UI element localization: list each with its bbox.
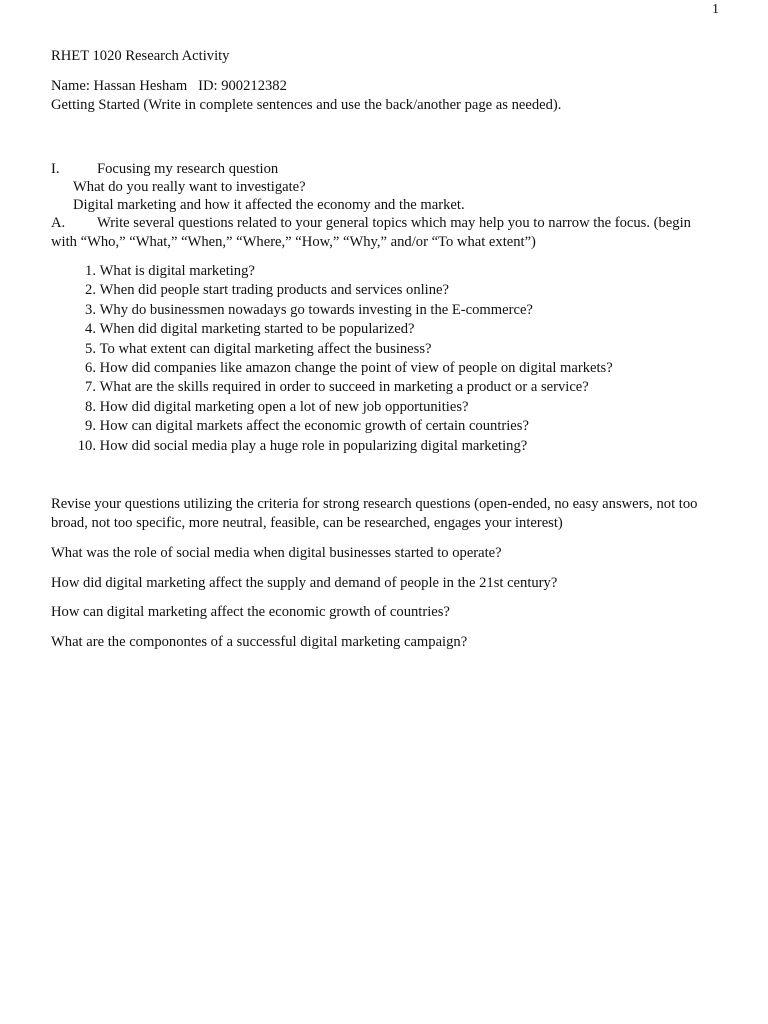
page-number: 1 bbox=[712, 2, 719, 17]
revised-question: What are the componontes of a successful digital marketing campaign? bbox=[51, 634, 468, 650]
getting-started-instruction: Getting Started (Write in complete sentences and use the back/another page as needed). bbox=[51, 97, 562, 113]
section-a-instruction-line1 bbox=[51, 214, 691, 232]
question-text: When did people start trading products and services online? bbox=[99, 282, 449, 299]
list-item bbox=[51, 320, 613, 339]
name-line: Name: Hassan Hesham ID: 900212382 bbox=[51, 78, 287, 94]
question-number: 9. bbox=[85, 418, 96, 435]
question-number: 7. bbox=[85, 379, 96, 396]
section-a-instruction-line2: with “Who,” “What,” “When,” “Where,” “How,” “Why,” and/or “To what extent”) bbox=[51, 234, 536, 250]
question-number: 2. bbox=[85, 282, 96, 299]
revised-question: What was the role of social media when digital businesses started to operate? bbox=[51, 545, 502, 561]
revised-question: How can digital marketing affect the economic growth of countries? bbox=[51, 604, 450, 620]
question-text: How did companies like amazon change the point of view of people on digital markets? bbox=[99, 360, 613, 377]
question-number: 4. bbox=[85, 321, 96, 338]
list-item bbox=[51, 340, 613, 359]
list-item bbox=[51, 262, 613, 281]
question-number: 6. bbox=[85, 360, 96, 377]
section-i-answer: Digital marketing and how it affected the economy and the market. bbox=[73, 197, 465, 213]
revised-question: How did digital marketing affect the supply and demand of people in the 21st century? bbox=[51, 575, 558, 591]
questions-list bbox=[51, 262, 613, 456]
question-text: To what extent can digital marketing affect the business? bbox=[99, 340, 432, 357]
list-item bbox=[51, 417, 613, 436]
list-item bbox=[51, 281, 613, 300]
list-item bbox=[51, 398, 613, 417]
question-number: 5. bbox=[85, 340, 96, 357]
question-number: 10. bbox=[77, 437, 96, 454]
list-item bbox=[51, 437, 613, 456]
list-item bbox=[51, 301, 613, 320]
question-text: How did digital marketing open a lot of new job opportunities? bbox=[99, 398, 469, 415]
question-number: 8. bbox=[85, 398, 96, 415]
question-number: 1. bbox=[85, 263, 96, 279]
question-text: What is digital marketing? bbox=[99, 263, 255, 279]
course-title: RHET 1020 Research Activity bbox=[51, 48, 230, 64]
section-i-heading bbox=[51, 160, 278, 178]
question-text: Why do businessmen nowadays go towards investing in the E-commerce? bbox=[99, 301, 533, 318]
revise-instruction: Revise your questions utilizing the criteria for strong research questions (open-ended, no easy answers, not too broad, not too specific, more neutral, feasible, can be researched, engages your interest) bbox=[51, 496, 698, 531]
question-text: When did digital marketing started to be popularized? bbox=[99, 321, 415, 338]
section-i-prompt: What do you really want to investigate? bbox=[73, 179, 306, 195]
section-i-label: I. bbox=[51, 161, 60, 177]
section-i-title: Focusing my research question bbox=[97, 161, 279, 177]
question-number: 3. bbox=[85, 301, 96, 318]
question-text: How can digital markets affect the economic growth of certain countries? bbox=[99, 418, 529, 435]
question-text: How did social media play a huge role in popularizing digital marketing? bbox=[99, 437, 528, 454]
question-text: What are the skills required in order to succeed in marketing a product or a service? bbox=[99, 379, 589, 396]
section-a-label: A. bbox=[51, 215, 66, 231]
list-item bbox=[51, 378, 613, 397]
list-item bbox=[51, 359, 613, 378]
section-a-instruction-first: Write several questions related to your general topics which may help you to narrow the focus. (begin bbox=[97, 215, 691, 231]
